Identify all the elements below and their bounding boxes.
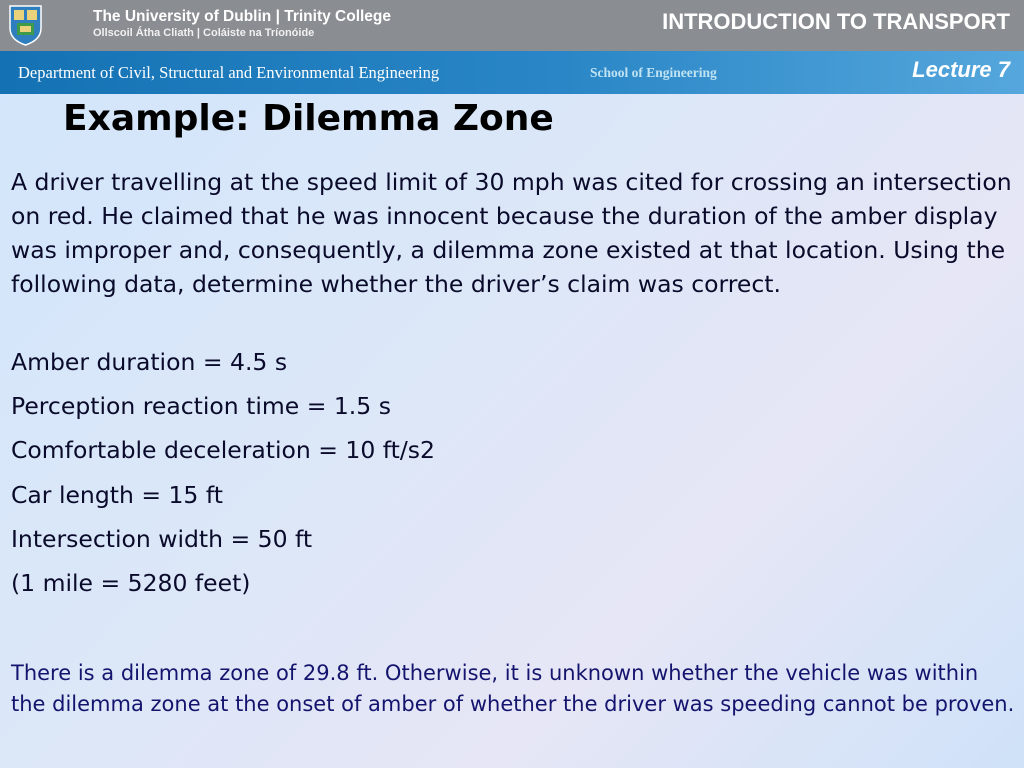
data-item-car-length: Car length = 15 ft: [11, 480, 223, 509]
course-title: INTRODUCTION TO TRANSPORT: [662, 9, 1010, 34]
university-crest-icon: [8, 4, 43, 46]
university-name: The University of Dublin | Trinity College: [93, 8, 392, 25]
department-bar: [0, 51, 1024, 94]
school-name: School of Engineering: [590, 65, 717, 80]
data-item-deceleration: Comfortable deceleration = 10 ft/s2: [11, 436, 435, 465]
data-item-amber-duration: Amber duration = 4.5 s: [11, 348, 288, 376]
data-item-intersection-width: Intersection width = 50 ft: [11, 524, 313, 553]
slide-title: Example: Dilemma Zone: [63, 98, 554, 139]
data-item-mile-conversion: (1 mile = 5280 feet): [11, 568, 251, 597]
university-header-bar: [0, 0, 1024, 51]
problem-statement: A driver travelling at the speed limit of 30 mph was cited for crossing an intersection on red. He claimed that he was innocent because the duration of the amber display was improper and, consequently, a dilemma zone existed at that location. Using the following data, determine whether the driver’s claim was correct.: [11, 168, 1012, 298]
lecture-label: Lecture 7: [912, 57, 1010, 82]
given-data-list: [11, 345, 435, 610]
university-name-irish: Ollscoil Átha Cliath | Coláiste na Tríonóide: [93, 27, 315, 39]
department-name: Department of Civil, Structural and Environmental Engineering: [18, 63, 440, 82]
data-item-perception-reaction-time: Perception reaction time = 1.5 s: [11, 392, 391, 421]
answer-text: There is a dilemma zone of 29.8 ft. Otherwise, it is unknown whether the vehicle was within the dilemma zone at the onset of amber of whether the driver was speeding cannot be proven.: [11, 661, 1015, 716]
